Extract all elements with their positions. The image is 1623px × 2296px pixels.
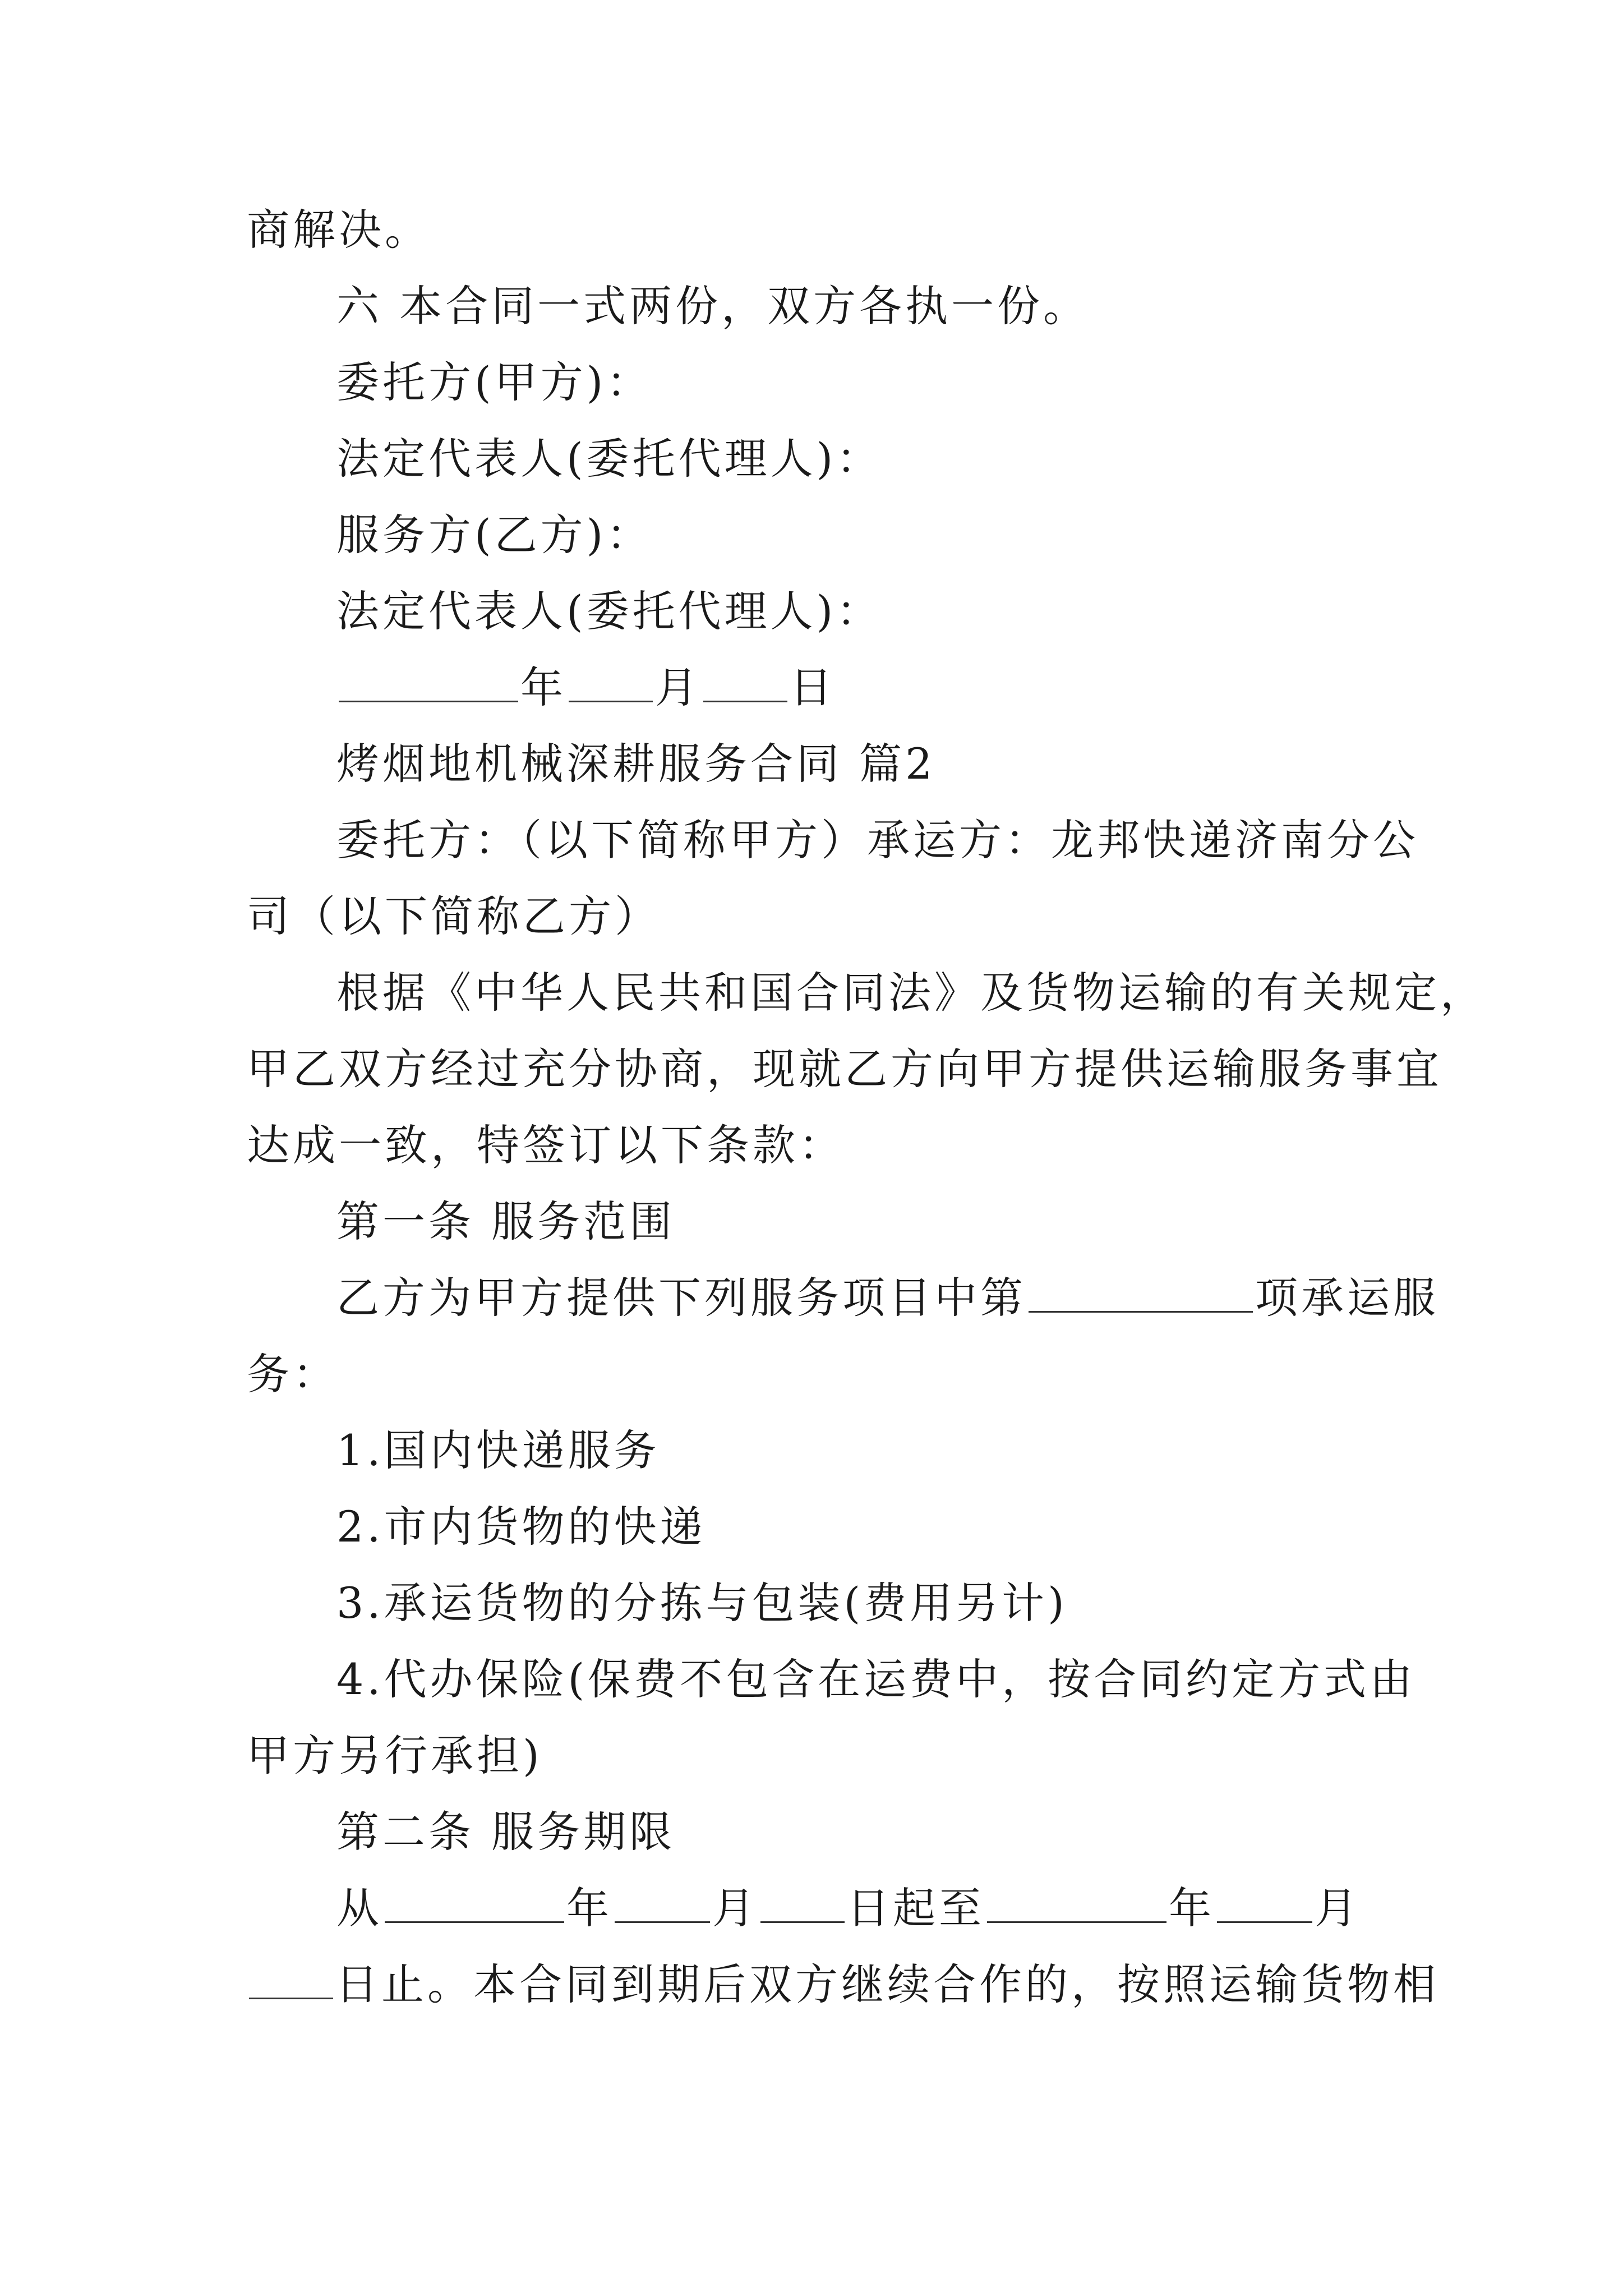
party-a-label: 委托方(甲方)： xyxy=(336,357,653,407)
list-item: 1.国内快递服务 xyxy=(336,1425,660,1475)
month-label: 月 xyxy=(712,1883,758,1933)
blank-start-day xyxy=(760,1881,845,1923)
blank-start-year xyxy=(385,1881,564,1923)
blank-start-month xyxy=(615,1881,710,1923)
section-title: 烤烟地机械深耕服务合同 篇2 xyxy=(336,739,936,789)
text-fragment: 从 xyxy=(336,1883,382,1933)
text-line: 根据《中华人民共和国合同法》及货物运输的有关规定， xyxy=(336,968,1486,1018)
text-line: 委托方：（以下简称甲方）承运方：龙邦快递济南分公 xyxy=(336,815,1419,865)
month-label: 月 xyxy=(655,662,701,712)
text-line: 司（以下简称乙方） xyxy=(247,891,661,941)
blank-item-number xyxy=(1029,1271,1253,1313)
text-line: 务： xyxy=(247,1349,339,1399)
blank-end-month xyxy=(1217,1881,1312,1923)
blank-end-year xyxy=(987,1881,1166,1923)
text-fragment: 日起至 xyxy=(847,1883,985,1933)
year-label: 年 xyxy=(1169,1883,1215,1933)
text-line: 商解决。 xyxy=(247,205,431,255)
blank-day xyxy=(703,660,787,702)
party-b-label: 服务方(乙方)： xyxy=(336,510,653,560)
list-item: 3.承运货物的分拣与包装(费用另计) xyxy=(336,1578,1068,1628)
clause-six: 六 本合同一式两份，双方各执一份。 xyxy=(336,281,1090,331)
signature-date-line xyxy=(336,660,1481,716)
party-b-representative-label: 法定代表人(委托代理人)： xyxy=(336,586,883,636)
list-item: 2.市内货物的快递 xyxy=(336,1502,706,1552)
text-line: 达成一致，特签订以下条款： xyxy=(247,1120,845,1170)
text-line: 甲乙双方经过充分协商，现就乙方向甲方提供运输服务事宜 xyxy=(247,1044,1442,1094)
text-line xyxy=(336,1270,1481,1326)
year-label: 年 xyxy=(566,1883,612,1933)
blank-end-day xyxy=(249,1957,333,1999)
text-line xyxy=(247,1957,1439,2013)
month-label: 月 xyxy=(1315,1883,1361,1933)
year-label: 年 xyxy=(520,662,566,712)
list-item: 4.代办保险(保费不包含在运费中，按合同约定方式由 xyxy=(336,1654,1416,1704)
list-item-continuation: 甲方另行承担) xyxy=(247,1731,543,1780)
text-fragment: 日止。本合同到期后双方继续合作的，按照运输货物相 xyxy=(335,1959,1439,2009)
text-fragment: 项承运服 xyxy=(1255,1273,1439,1323)
blank-month xyxy=(569,660,653,702)
article-heading: 第一条 服务范围 xyxy=(336,1197,676,1246)
day-label: 日 xyxy=(790,662,836,712)
article-heading: 第二条 服务期限 xyxy=(336,1807,676,1857)
service-period-line xyxy=(336,1880,1481,1936)
text-fragment: 乙方为甲方提供下列服务项目中第 xyxy=(336,1273,1026,1323)
blank-year xyxy=(339,660,518,702)
party-a-representative-label: 法定代表人(委托代理人)： xyxy=(336,434,883,484)
